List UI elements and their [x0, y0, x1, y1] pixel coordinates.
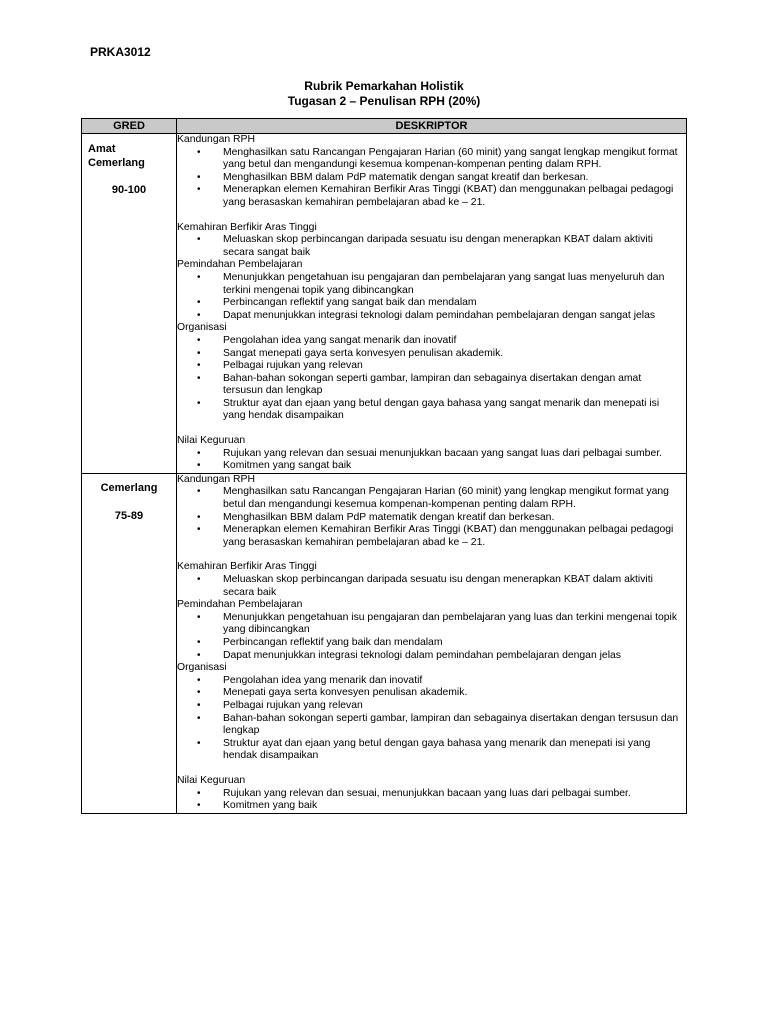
bullet-icon: • — [197, 347, 201, 359]
header-deskriptor: DESKRIPTOR — [177, 119, 687, 134]
list-item-text: Rujukan yang relevan dan sesuai, menunjukkan bacaan yang luas dari pelbagai sumber. — [223, 787, 631, 799]
descriptor-section — [177, 134, 686, 210]
list-item — [177, 738, 686, 763]
descriptor-section — [177, 662, 686, 763]
descriptor-list — [177, 147, 686, 210]
list-item-text: Menerapkan elemen Kemahiran Berfikir Aras Tinggi (KBAT) dan menggunakan pelbagai pedagogi yang berasaskan kemahiran pembelajaran abad ke – 21. — [223, 524, 674, 548]
list-item-text: Pengolahan idea yang sangat menarik dan inovatif — [223, 334, 457, 346]
list-item-text: Perbincangan reflektif yang baik dan mendalam — [223, 636, 443, 648]
descriptor-cell — [177, 473, 687, 813]
bullet-icon: • — [197, 611, 201, 623]
course-code: PRKA3012 — [90, 45, 151, 59]
list-item — [177, 675, 686, 688]
list-item — [177, 524, 686, 549]
descriptor-list — [177, 675, 686, 763]
bullet-icon: • — [197, 574, 201, 585]
list-item-text: Meluaskan skop perbincangan daripada sesuatu isu dengan menerapkan KBAT dalam aktiviti secara sangat baik — [223, 234, 653, 258]
bullet-icon: • — [197, 699, 201, 711]
document-title: Rubrik Pemarkahan Holistik — [304, 79, 464, 93]
list-item-text: Pelbagai rujukan yang relevan — [223, 699, 363, 711]
descriptor-list — [177, 448, 686, 473]
descriptor-section — [177, 775, 686, 813]
bullet-icon: • — [197, 674, 201, 686]
bullet-icon: • — [197, 447, 201, 459]
list-item — [177, 637, 686, 650]
bullet-icon: • — [197, 146, 201, 158]
list-item — [177, 788, 686, 801]
list-item — [177, 448, 686, 461]
bullet-icon: • — [197, 334, 201, 346]
table-row — [82, 134, 687, 474]
bullet-icon: • — [197, 636, 201, 648]
section-title: Kemahiran Berfikir Aras Tinggi — [177, 561, 317, 573]
descriptor-list — [177, 574, 686, 599]
grade-cell — [82, 473, 177, 813]
list-item — [177, 650, 686, 663]
list-item-text: Pengolahan idea yang menarik dan inovatif — [223, 674, 423, 686]
bullet-icon: • — [197, 234, 201, 246]
list-item — [177, 272, 686, 297]
section-title: Kemahiran Berfikir Aras Tinggi — [177, 221, 317, 233]
list-item — [177, 147, 686, 172]
section-title: Nilai Keguruan — [177, 435, 246, 447]
list-item-text: Menepati gaya serta konvesyen penulisan akademik. — [223, 687, 468, 699]
bullet-icon: • — [197, 309, 201, 321]
descriptor-list — [177, 335, 686, 423]
section-title: Pemindahan Pembelajaran — [177, 599, 303, 611]
descriptor-list — [177, 612, 686, 662]
table-header-row — [82, 119, 687, 134]
bullet-icon: • — [197, 737, 201, 749]
bullet-icon: • — [197, 712, 201, 724]
bullet-icon: • — [197, 460, 201, 472]
list-item — [177, 297, 686, 310]
descriptor-section — [177, 599, 686, 662]
bullet-icon: • — [197, 649, 201, 661]
list-item-text: Struktur ayat dan ejaan yang betul dengan gaya bahasa yang sangat menarik dan menepati isi yang hendak disampaikan — [223, 397, 660, 422]
bullet-icon: • — [197, 171, 201, 183]
list-item-text: Menghasilkan satu Rancangan Pengajaran Harian (60 minit) yang lengkap mengikut format yang betul dan mengandungi kesemua kompenan-kompenan penting dalam RPH. — [223, 486, 669, 511]
bullet-icon: • — [197, 800, 201, 812]
section-title: Kandungan RPH — [177, 134, 255, 145]
list-item — [177, 612, 686, 637]
descriptor-section — [177, 322, 686, 423]
bullet-icon: • — [197, 486, 201, 498]
descriptor-list — [177, 486, 686, 549]
bullet-icon: • — [197, 787, 201, 799]
descriptor-section — [177, 474, 686, 550]
list-item — [177, 398, 686, 423]
grade-name: Amat Cemerlang — [88, 143, 145, 169]
list-item-text: Pelbagai rujukan yang relevan — [223, 360, 363, 372]
descriptor-cell — [177, 134, 687, 474]
descriptor-section — [177, 259, 686, 322]
section-title: Pemindahan Pembelajaran — [177, 259, 303, 271]
list-item-text: Rujukan yang relevan dan sesuai menunjukkan bacaan yang sangat luas dari pelbagai sumber. — [223, 447, 663, 459]
list-item-text: Menunjukkan pengetahuan isu pengajaran dan pembelajaran yang sangat luas menyeluruh dan terkini mengenai topik yang dibincangkan — [223, 271, 665, 296]
descriptor-section — [177, 222, 686, 260]
section-title: Organisasi — [177, 662, 227, 674]
list-item — [177, 234, 686, 259]
bullet-icon: • — [197, 524, 201, 536]
list-item — [177, 713, 686, 738]
section-title: Nilai Keguruan — [177, 774, 246, 786]
list-item-text: Menghasilkan BBM dalam PdP matematik dengan sangat kreatif dan berkesan. — [223, 171, 589, 183]
descriptor-section — [177, 435, 686, 473]
list-item — [177, 687, 686, 700]
bullet-icon: • — [197, 360, 201, 372]
list-item — [177, 310, 686, 323]
list-item — [177, 172, 686, 185]
list-item — [177, 574, 686, 599]
grade-range: 90-100 — [111, 184, 147, 196]
list-item-text: Meluaskan skop perbincangan daripada sesuatu isu dengan menerapkan KBAT dalam aktiviti secara baik — [223, 574, 653, 598]
bullet-icon: • — [197, 397, 201, 409]
list-item — [177, 335, 686, 348]
list-item — [177, 512, 686, 525]
list-item-text: Sangat menepati gaya serta konvesyen penulisan akademik. — [223, 347, 504, 359]
descriptor-list — [177, 234, 686, 259]
list-item-text: Menunjukkan pengetahuan isu pengajaran dan pembelajaran yang luas dan terkini mengenai topik yang dibincangkan — [223, 611, 678, 636]
bullet-icon: • — [197, 511, 201, 523]
descriptor-section — [177, 561, 686, 599]
list-item-text: Dapat menunjukkan integrasi teknologi dalam pemindahan pembelajaran dengan sangat jelas — [223, 309, 656, 321]
section-title: Organisasi — [177, 322, 227, 334]
list-item — [177, 373, 686, 398]
bullet-icon: • — [197, 184, 201, 196]
bullet-icon: • — [197, 687, 201, 699]
list-item-text: Menerapkan elemen Kemahiran Berfikir Aras Tinggi (KBAT) dan menggunakan pelbagai pedagogi yang berasaskan kemahiran pembelajaran abad ke – 21. — [223, 184, 674, 208]
descriptor-list — [177, 788, 686, 813]
list-item-text: Komitmen yang sangat baik — [223, 460, 352, 472]
grade-cell — [82, 134, 177, 474]
list-item-text: Komitmen yang baik — [223, 800, 318, 812]
bullet-icon: • — [197, 297, 201, 309]
rubric-body — [82, 134, 687, 814]
list-item — [177, 800, 686, 813]
list-item-text: Struktur ayat dan ejaan yang betul dengan gaya bahasa yang menarik dan menepati isi yang hendak disampaikan — [223, 737, 651, 762]
descriptor-list — [177, 272, 686, 322]
list-item-text: Menghasilkan BBM dalam PdP matematik dengan kreatif dan berkesan. — [223, 511, 555, 523]
section-title: Kandungan RPH — [177, 473, 255, 485]
list-item — [177, 184, 686, 209]
bullet-icon: • — [197, 372, 201, 384]
list-item — [177, 360, 686, 373]
grade-range: 75-89 — [114, 509, 144, 522]
rubric-table — [81, 118, 687, 814]
list-item-text: Menghasilkan satu Rancangan Pengajaran Harian (60 minit) yang sangat lengkap mengikut format yang betul dan mengandungi kesemua kompenan-kompenan penting dalam RPH. — [223, 146, 678, 171]
header-gred: GRED — [82, 119, 177, 134]
list-item — [177, 486, 686, 511]
list-item-text: Bahan-bahan sokongan seperti gambar, lampiran dan sebagainya disertakan dengan amat tersusun dan lengkap — [223, 372, 642, 397]
grade-name: Cemerlang — [100, 481, 158, 494]
list-item-text: Perbincangan reflektif yang sangat baik dan mendalam — [223, 297, 477, 309]
document-subtitle: Tugasan 2 – Penulisan RPH (20%) — [287, 94, 481, 108]
bullet-icon: • — [197, 271, 201, 283]
list-item — [177, 700, 686, 713]
list-item — [177, 460, 686, 473]
list-item-text: Bahan-bahan sokongan seperti gambar, lampiran dan sebagainya disertakan dengan tersusun dan lengkap — [223, 712, 679, 737]
table-row — [82, 473, 687, 813]
list-item-text: Dapat menunjukkan integrasi teknologi dalam pemindahan pembelajaran dengan jelas — [223, 649, 621, 661]
list-item — [177, 348, 686, 361]
